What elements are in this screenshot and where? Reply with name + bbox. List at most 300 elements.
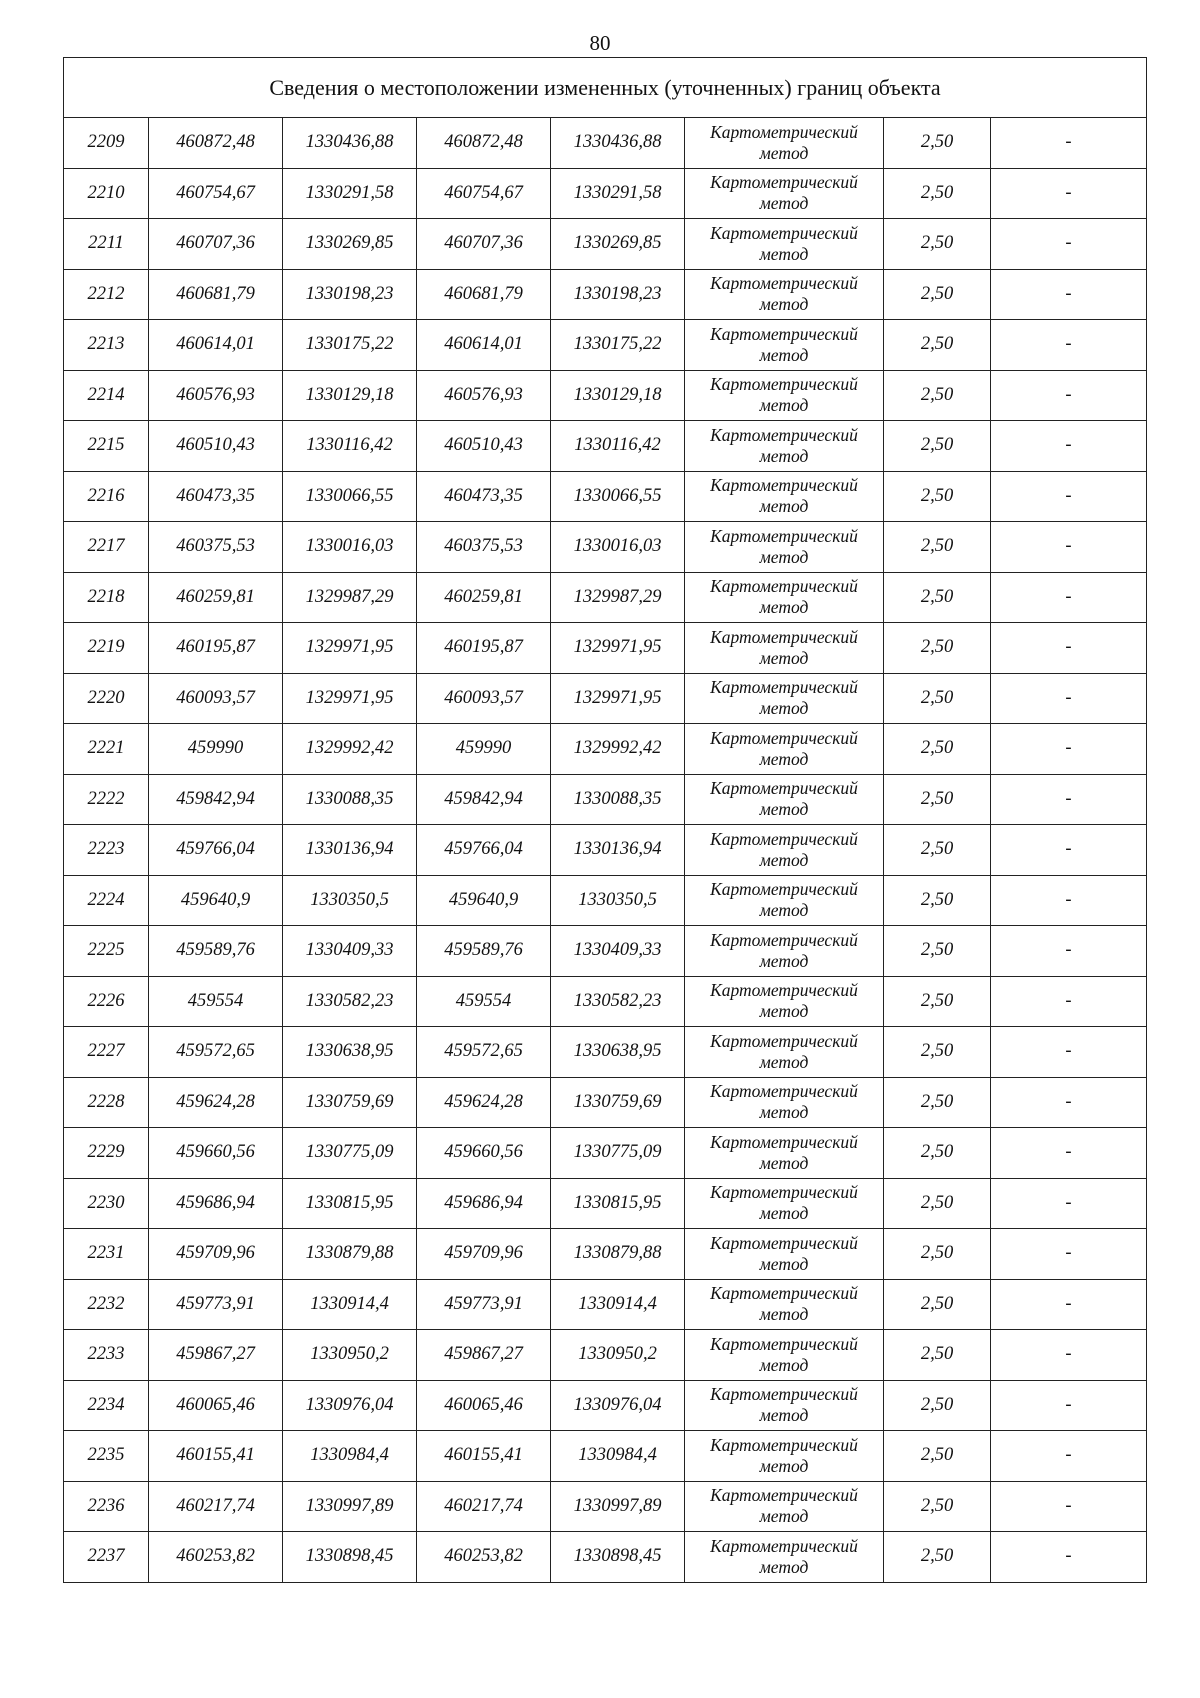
note-cell: -	[991, 875, 1147, 926]
table-row	[64, 1481, 1147, 1532]
table-row	[64, 1330, 1147, 1381]
method-line1: Картометрический	[710, 1283, 858, 1304]
existing-y-cell: 1329987,29	[283, 572, 417, 623]
method-line1: Картометрический	[710, 222, 858, 243]
accuracy-cell: 2,50	[884, 370, 991, 421]
refined-y-cell: 1330638,95	[551, 1027, 685, 1078]
existing-y-cell: 1330436,88	[283, 118, 417, 169]
existing-x-cell: 459686,94	[149, 1178, 283, 1229]
refined-y-cell: 1330269,85	[551, 219, 685, 270]
existing-x-cell: 459589,76	[149, 926, 283, 977]
accuracy-cell: 2,50	[884, 875, 991, 926]
table-row	[64, 269, 1147, 320]
method-line2: метод	[759, 445, 809, 466]
refined-x-cell: 460259,81	[417, 572, 551, 623]
refined-y-cell: 1329971,95	[551, 673, 685, 724]
point-number-cell: 2214	[64, 370, 149, 421]
refined-y-cell: 1330088,35	[551, 774, 685, 825]
table-title: Сведения о местоположении измененных (уточненных) границ объекта	[64, 58, 1147, 118]
existing-y-cell: 1330759,69	[283, 1077, 417, 1128]
accuracy-cell: 2,50	[884, 976, 991, 1027]
refined-x-cell: 459766,04	[417, 825, 551, 876]
table-row	[64, 421, 1147, 472]
accuracy-cell: 2,50	[884, 522, 991, 573]
refined-y-cell: 1330136,94	[551, 825, 685, 876]
table-row	[64, 1128, 1147, 1179]
accuracy-cell: 2,50	[884, 1128, 991, 1179]
point-number-cell: 2211	[64, 219, 149, 270]
note-cell: -	[991, 471, 1147, 522]
method-line2: метод	[759, 142, 809, 163]
existing-y-cell: 1330984,4	[283, 1431, 417, 1482]
method-cell	[685, 522, 884, 573]
refined-y-cell: 1330409,33	[551, 926, 685, 977]
existing-y-cell: 1330088,35	[283, 774, 417, 825]
existing-y-cell: 1330898,45	[283, 1532, 417, 1583]
method-line2: метод	[759, 799, 809, 820]
note-cell: -	[991, 168, 1147, 219]
existing-x-cell: 460614,01	[149, 320, 283, 371]
method-cell	[685, 269, 884, 320]
method-line1: Картометрический	[710, 1232, 858, 1253]
note-cell: -	[991, 1027, 1147, 1078]
existing-x-cell: 460195,87	[149, 623, 283, 674]
existing-x-cell: 459554	[149, 976, 283, 1027]
note-cell: -	[991, 1279, 1147, 1330]
method-cell	[685, 673, 884, 724]
method-line1: Картометрический	[710, 475, 858, 496]
refined-y-cell: 1330129,18	[551, 370, 685, 421]
refined-y-cell: 1330775,09	[551, 1128, 685, 1179]
method-line2: метод	[759, 1556, 809, 1577]
accuracy-cell: 2,50	[884, 673, 991, 724]
page-number: 80	[589, 31, 611, 55]
refined-y-cell: 1329992,42	[551, 724, 685, 775]
table-row	[64, 471, 1147, 522]
refined-x-cell: 459624,28	[417, 1077, 551, 1128]
accuracy-cell: 2,50	[884, 926, 991, 977]
method-line1: Картометрический	[710, 626, 858, 647]
accuracy-cell: 2,50	[884, 1431, 991, 1482]
existing-y-cell: 1330997,89	[283, 1481, 417, 1532]
existing-x-cell: 459660,56	[149, 1128, 283, 1179]
note-cell: -	[991, 269, 1147, 320]
refined-x-cell: 460065,46	[417, 1380, 551, 1431]
method-line2: метод	[759, 1455, 809, 1476]
note-cell: -	[991, 118, 1147, 169]
method-cell	[685, 118, 884, 169]
existing-x-cell: 460510,43	[149, 421, 283, 472]
method-line2: метод	[759, 849, 809, 870]
accuracy-cell: 2,50	[884, 421, 991, 472]
method-line2: метод	[759, 698, 809, 719]
method-line2: метод	[759, 395, 809, 416]
note-cell: -	[991, 522, 1147, 573]
existing-y-cell: 1330066,55	[283, 471, 417, 522]
method-line2: метод	[759, 1152, 809, 1173]
refined-y-cell: 1330116,42	[551, 421, 685, 472]
method-cell	[685, 976, 884, 1027]
refined-x-cell: 459589,76	[417, 926, 551, 977]
existing-x-cell: 459842,94	[149, 774, 283, 825]
method-line1: Картометрический	[710, 424, 858, 445]
point-number-cell: 2210	[64, 168, 149, 219]
refined-y-cell: 1330016,03	[551, 522, 685, 573]
existing-y-cell: 1330116,42	[283, 421, 417, 472]
method-cell	[685, 1380, 884, 1431]
table-row	[64, 522, 1147, 573]
method-cell	[685, 1481, 884, 1532]
existing-y-cell: 1330879,88	[283, 1229, 417, 1280]
method-line2: метод	[759, 900, 809, 921]
note-cell: -	[991, 370, 1147, 421]
refined-y-cell: 1330879,88	[551, 1229, 685, 1280]
refined-x-cell: 460614,01	[417, 320, 551, 371]
table-row	[64, 168, 1147, 219]
method-line2: метод	[759, 243, 809, 264]
accuracy-cell: 2,50	[884, 724, 991, 775]
existing-y-cell: 1330136,94	[283, 825, 417, 876]
accuracy-cell: 2,50	[884, 774, 991, 825]
point-number-cell: 2233	[64, 1330, 149, 1381]
note-cell: -	[991, 1077, 1147, 1128]
method-cell	[685, 825, 884, 876]
method-line1: Картометрический	[710, 1485, 858, 1506]
point-number-cell: 2217	[64, 522, 149, 573]
method-line1: Картометрический	[710, 778, 858, 799]
table-row	[64, 118, 1147, 169]
existing-y-cell: 1330914,4	[283, 1279, 417, 1330]
method-line1: Картометрический	[710, 525, 858, 546]
note-cell: -	[991, 825, 1147, 876]
refined-x-cell: 460754,67	[417, 168, 551, 219]
method-line1: Картометрический	[710, 576, 858, 597]
method-cell	[685, 875, 884, 926]
existing-y-cell: 1329971,95	[283, 673, 417, 724]
table-row	[64, 875, 1147, 926]
method-cell	[685, 168, 884, 219]
existing-x-cell: 460754,67	[149, 168, 283, 219]
note-cell: -	[991, 774, 1147, 825]
accuracy-cell: 2,50	[884, 168, 991, 219]
refined-x-cell: 459709,96	[417, 1229, 551, 1280]
table-row	[64, 370, 1147, 421]
accuracy-cell: 2,50	[884, 1279, 991, 1330]
refined-x-cell: 459554	[417, 976, 551, 1027]
method-line1: Картометрический	[710, 1081, 858, 1102]
existing-x-cell: 459990	[149, 724, 283, 775]
existing-x-cell: 459709,96	[149, 1229, 283, 1280]
method-line2: метод	[759, 1304, 809, 1325]
table-row	[64, 774, 1147, 825]
refined-y-cell: 1330759,69	[551, 1077, 685, 1128]
point-number-cell: 2235	[64, 1431, 149, 1482]
existing-x-cell: 460473,35	[149, 471, 283, 522]
accuracy-cell: 2,50	[884, 1380, 991, 1431]
accuracy-cell: 2,50	[884, 1481, 991, 1532]
point-number-cell: 2218	[64, 572, 149, 623]
refined-y-cell: 1330066,55	[551, 471, 685, 522]
point-number-cell: 2228	[64, 1077, 149, 1128]
accuracy-cell: 2,50	[884, 1178, 991, 1229]
method-cell	[685, 1077, 884, 1128]
refined-x-cell: 460707,36	[417, 219, 551, 270]
refined-x-cell: 460872,48	[417, 118, 551, 169]
refined-x-cell: 460473,35	[417, 471, 551, 522]
table-row	[64, 724, 1147, 775]
refined-y-cell: 1330350,5	[551, 875, 685, 926]
method-cell	[685, 1431, 884, 1482]
refined-y-cell: 1330997,89	[551, 1481, 685, 1532]
method-line1: Картометрический	[710, 727, 858, 748]
existing-x-cell: 460217,74	[149, 1481, 283, 1532]
method-line1: Картометрический	[710, 374, 858, 395]
method-cell	[685, 1279, 884, 1330]
existing-y-cell: 1330638,95	[283, 1027, 417, 1078]
accuracy-cell: 2,50	[884, 219, 991, 270]
refined-x-cell: 459773,91	[417, 1279, 551, 1330]
method-line2: метод	[759, 950, 809, 971]
accuracy-cell: 2,50	[884, 1330, 991, 1381]
table-row	[64, 1380, 1147, 1431]
method-line2: метод	[759, 1405, 809, 1426]
refined-x-cell: 460681,79	[417, 269, 551, 320]
accuracy-cell: 2,50	[884, 118, 991, 169]
existing-x-cell: 460253,82	[149, 1532, 283, 1583]
note-cell: -	[991, 1128, 1147, 1179]
method-line2: метод	[759, 193, 809, 214]
note-cell: -	[991, 1532, 1147, 1583]
point-number-cell: 2221	[64, 724, 149, 775]
method-line1: Картометрический	[710, 980, 858, 1001]
method-line1: Картометрический	[710, 172, 858, 193]
point-number-cell: 2237	[64, 1532, 149, 1583]
refined-x-cell: 459990	[417, 724, 551, 775]
refined-y-cell: 1330984,4	[551, 1431, 685, 1482]
table-row	[64, 1279, 1147, 1330]
existing-y-cell: 1330269,85	[283, 219, 417, 270]
existing-x-cell: 459624,28	[149, 1077, 283, 1128]
method-line2: метод	[759, 546, 809, 567]
method-line1: Картометрический	[710, 1131, 858, 1152]
method-cell	[685, 219, 884, 270]
existing-y-cell: 1330976,04	[283, 1380, 417, 1431]
accuracy-cell: 2,50	[884, 1532, 991, 1583]
table-row	[64, 926, 1147, 977]
existing-x-cell: 460872,48	[149, 118, 283, 169]
point-number-cell: 2215	[64, 421, 149, 472]
method-cell	[685, 623, 884, 674]
method-line1: Картометрический	[710, 879, 858, 900]
existing-y-cell: 1330016,03	[283, 522, 417, 573]
existing-x-cell: 460259,81	[149, 572, 283, 623]
existing-y-cell: 1330775,09	[283, 1128, 417, 1179]
method-cell	[685, 320, 884, 371]
method-cell	[685, 1229, 884, 1280]
existing-y-cell: 1330291,58	[283, 168, 417, 219]
note-cell: -	[991, 1330, 1147, 1381]
existing-x-cell: 460155,41	[149, 1431, 283, 1482]
point-number-cell: 2216	[64, 471, 149, 522]
table-row	[64, 1229, 1147, 1280]
table-row	[64, 976, 1147, 1027]
note-cell: -	[991, 926, 1147, 977]
method-line2: метод	[759, 748, 809, 769]
method-cell	[685, 1532, 884, 1583]
refined-y-cell: 1330198,23	[551, 269, 685, 320]
note-cell: -	[991, 572, 1147, 623]
existing-y-cell: 1330198,23	[283, 269, 417, 320]
existing-x-cell: 459773,91	[149, 1279, 283, 1330]
method-line2: метод	[759, 1354, 809, 1375]
method-line2: метод	[759, 1051, 809, 1072]
point-number-cell: 2232	[64, 1279, 149, 1330]
accuracy-cell: 2,50	[884, 1077, 991, 1128]
table-row	[64, 1532, 1147, 1583]
accuracy-cell: 2,50	[884, 269, 991, 320]
point-number-cell: 2209	[64, 118, 149, 169]
refined-y-cell: 1330175,22	[551, 320, 685, 371]
table-row	[64, 673, 1147, 724]
note-cell: -	[991, 421, 1147, 472]
point-number-cell: 2223	[64, 825, 149, 876]
refined-y-cell: 1330436,88	[551, 118, 685, 169]
method-cell	[685, 724, 884, 775]
point-number-cell: 2227	[64, 1027, 149, 1078]
point-number-cell: 2229	[64, 1128, 149, 1179]
point-number-cell: 2226	[64, 976, 149, 1027]
method-cell	[685, 1027, 884, 1078]
refined-x-cell: 460375,53	[417, 522, 551, 573]
point-number-cell: 2230	[64, 1178, 149, 1229]
refined-y-cell: 1329971,95	[551, 623, 685, 674]
refined-y-cell: 1330582,23	[551, 976, 685, 1027]
note-cell: -	[991, 1229, 1147, 1280]
method-line2: метод	[759, 344, 809, 365]
method-cell	[685, 471, 884, 522]
refined-x-cell: 459842,94	[417, 774, 551, 825]
accuracy-cell: 2,50	[884, 320, 991, 371]
existing-x-cell: 460576,93	[149, 370, 283, 421]
method-cell	[685, 421, 884, 472]
accuracy-cell: 2,50	[884, 572, 991, 623]
method-line2: метод	[759, 294, 809, 315]
existing-x-cell: 459766,04	[149, 825, 283, 876]
existing-y-cell: 1330129,18	[283, 370, 417, 421]
method-cell	[685, 774, 884, 825]
existing-y-cell: 1330582,23	[283, 976, 417, 1027]
table-row	[64, 623, 1147, 674]
refined-y-cell: 1329987,29	[551, 572, 685, 623]
method-line2: метод	[759, 597, 809, 618]
refined-x-cell: 459660,56	[417, 1128, 551, 1179]
method-line2: метод	[759, 1253, 809, 1274]
table-row	[64, 825, 1147, 876]
method-cell	[685, 572, 884, 623]
table-row	[64, 219, 1147, 270]
existing-y-cell: 1330175,22	[283, 320, 417, 371]
method-line1: Картометрический	[710, 1384, 858, 1405]
refined-x-cell: 459572,65	[417, 1027, 551, 1078]
note-cell: -	[991, 1481, 1147, 1532]
method-line1: Картометрический	[710, 828, 858, 849]
existing-x-cell: 459640,9	[149, 875, 283, 926]
note-cell: -	[991, 219, 1147, 270]
refined-x-cell: 460195,87	[417, 623, 551, 674]
refined-x-cell: 460093,57	[417, 673, 551, 724]
refined-x-cell: 459640,9	[417, 875, 551, 926]
refined-y-cell: 1330950,2	[551, 1330, 685, 1381]
refined-x-cell: 460253,82	[417, 1532, 551, 1583]
method-line1: Картометрический	[710, 1182, 858, 1203]
method-line2: метод	[759, 1001, 809, 1022]
point-number-cell: 2224	[64, 875, 149, 926]
method-line2: метод	[759, 647, 809, 668]
existing-y-cell: 1330950,2	[283, 1330, 417, 1381]
existing-x-cell: 460093,57	[149, 673, 283, 724]
method-cell	[685, 926, 884, 977]
accuracy-cell: 2,50	[884, 623, 991, 674]
note-cell: -	[991, 1431, 1147, 1482]
accuracy-cell: 2,50	[884, 825, 991, 876]
point-number-cell: 2236	[64, 1481, 149, 1532]
method-line1: Картометрический	[710, 121, 858, 142]
accuracy-cell: 2,50	[884, 1027, 991, 1078]
refined-x-cell: 460155,41	[417, 1431, 551, 1482]
existing-x-cell: 459867,27	[149, 1330, 283, 1381]
method-line1: Картометрический	[710, 1535, 858, 1556]
existing-x-cell: 460375,53	[149, 522, 283, 573]
point-number-cell: 2222	[64, 774, 149, 825]
existing-y-cell: 1330409,33	[283, 926, 417, 977]
method-line2: метод	[759, 496, 809, 517]
accuracy-cell: 2,50	[884, 1229, 991, 1280]
method-line2: метод	[759, 1102, 809, 1123]
point-number-cell: 2225	[64, 926, 149, 977]
refined-x-cell: 459686,94	[417, 1178, 551, 1229]
boundary-table	[63, 57, 1147, 1583]
note-cell: -	[991, 1178, 1147, 1229]
point-number-cell: 2220	[64, 673, 149, 724]
note-cell: -	[991, 673, 1147, 724]
method-line2: метод	[759, 1506, 809, 1527]
existing-y-cell: 1329971,95	[283, 623, 417, 674]
existing-x-cell: 459572,65	[149, 1027, 283, 1078]
refined-x-cell: 460217,74	[417, 1481, 551, 1532]
point-number-cell: 2212	[64, 269, 149, 320]
method-cell	[685, 1330, 884, 1381]
point-number-cell: 2231	[64, 1229, 149, 1280]
point-number-cell: 2219	[64, 623, 149, 674]
method-line1: Картометрический	[710, 323, 858, 344]
table-title-row	[64, 58, 1147, 118]
method-line1: Картометрический	[710, 1030, 858, 1051]
note-cell: -	[991, 623, 1147, 674]
method-line2: метод	[759, 1203, 809, 1224]
table-row	[64, 1027, 1147, 1078]
method-line1: Картометрический	[710, 677, 858, 698]
point-number-cell: 2213	[64, 320, 149, 371]
refined-y-cell: 1330815,95	[551, 1178, 685, 1229]
existing-x-cell: 460681,79	[149, 269, 283, 320]
refined-x-cell: 460576,93	[417, 370, 551, 421]
table-row	[64, 1077, 1147, 1128]
note-cell: -	[991, 320, 1147, 371]
existing-x-cell: 460707,36	[149, 219, 283, 270]
refined-y-cell: 1330976,04	[551, 1380, 685, 1431]
existing-x-cell: 460065,46	[149, 1380, 283, 1431]
method-cell	[685, 370, 884, 421]
